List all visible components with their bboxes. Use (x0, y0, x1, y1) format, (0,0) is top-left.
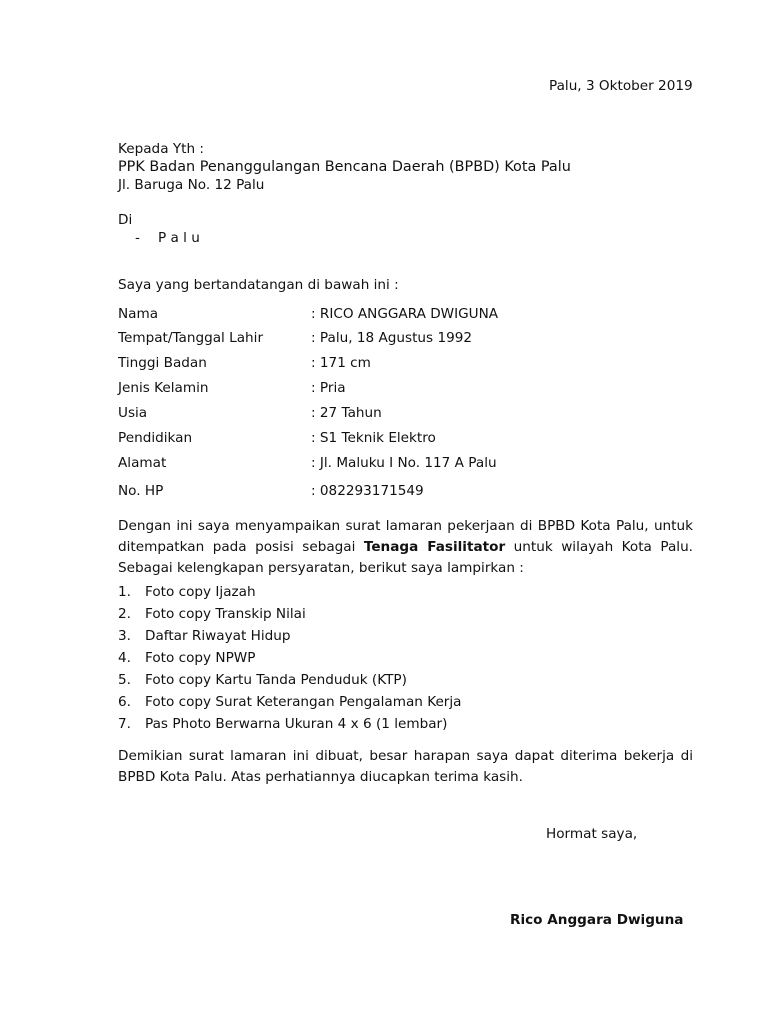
detail-row (118, 430, 538, 450)
detail-value: : 27 Tahun (311, 405, 382, 421)
detail-row (118, 306, 538, 326)
detail-row (118, 405, 538, 425)
list-item-number: 6. (118, 694, 131, 710)
addressee-di: Di (118, 212, 133, 228)
detail-label: Alamat (118, 455, 167, 471)
detail-label: Usia (118, 405, 148, 421)
detail-value: : Pria (311, 380, 346, 396)
detail-value: : RICO ANGGARA DWIGUNA (311, 306, 499, 322)
sign-off: Hormat saya, (546, 826, 638, 842)
detail-row (118, 455, 538, 475)
detail-value: : Jl. Maluku I No. 117 A Palu (311, 455, 497, 471)
detail-row (118, 380, 538, 400)
addressee-salutation: Kepada Yth : (118, 141, 204, 157)
detail-label: Tinggi Badan (118, 355, 207, 371)
intro-text: Saya yang bertandatangan di bawah ini : (118, 277, 399, 293)
body-text-part1: Dengan ini saya menyampaikan surat lamaran pekerjaan di BPBD Kota Palu, untuk ditempatkan pada posisi sebagai (118, 518, 693, 555)
list-item-number: 3. (118, 628, 131, 644)
addressee-name: PPK Badan Penanggulangan Bencana Daerah (BPBD) Kota Palu (118, 159, 571, 175)
detail-label: Tempat/Tanggal Lahir (118, 330, 264, 346)
list-item-number: 4. (118, 650, 131, 666)
addressee-address: Jl. Baruga No. 12 Palu (118, 177, 265, 193)
list-item-text: Foto copy Kartu Tanda Penduduk (KTP) (145, 672, 407, 688)
list-item-number: 2. (118, 606, 131, 622)
detail-label: Pendidikan (118, 430, 193, 446)
signer-name: Rico Anggara Dwiguna (510, 912, 684, 928)
position-name: Tenaga Fasilitator (363, 539, 506, 555)
list-item-number: 5. (118, 672, 131, 688)
detail-value: : 171 cm (311, 355, 371, 371)
addressee-city: P a l u (158, 230, 200, 246)
date-line: Palu, 3 Oktober 2019 (549, 78, 693, 94)
body-text-part2: untuk wilayah Kota Palu. Sebagai kelengkapan persyaratan, berikut saya lampirkan : (118, 539, 694, 576)
detail-value: : S1 Teknik Elektro (311, 430, 436, 446)
detail-label: Jenis Kelamin (118, 380, 209, 396)
detail-value: : Palu, 18 Agustus 1992 (311, 330, 473, 346)
list-item-text: Foto copy Transkip Nilai (145, 606, 306, 622)
detail-label: No. HP (118, 483, 164, 499)
list-item-text: Foto copy Ijazah (145, 584, 256, 600)
detail-row (118, 355, 538, 375)
detail-value: : 082293171549 (311, 483, 424, 499)
list-item-number: 1. (118, 584, 131, 600)
body-paragraph (118, 516, 693, 579)
list-item-text: Foto copy NPWP (145, 650, 256, 666)
detail-row (118, 483, 538, 503)
closing-paragraph: Demikian surat lamaran ini dibuat, besar harapan saya dapat diterima bekerja di BPBD Kota Palu. Atas perhatiannya diucapkan terima kasih. (118, 748, 693, 785)
addressee-dash: - (135, 230, 140, 246)
list-item-text: Foto copy Surat Keterangan Pengalaman Kerja (145, 694, 462, 710)
list-item-text: Pas Photo Berwarna Ukuran 4 x 6 (1 lembar) (145, 716, 448, 732)
detail-row (118, 330, 538, 350)
list-item-number: 7. (118, 716, 131, 732)
detail-label: Nama (118, 306, 159, 322)
list-item-text: Daftar Riwayat Hidup (145, 628, 291, 644)
